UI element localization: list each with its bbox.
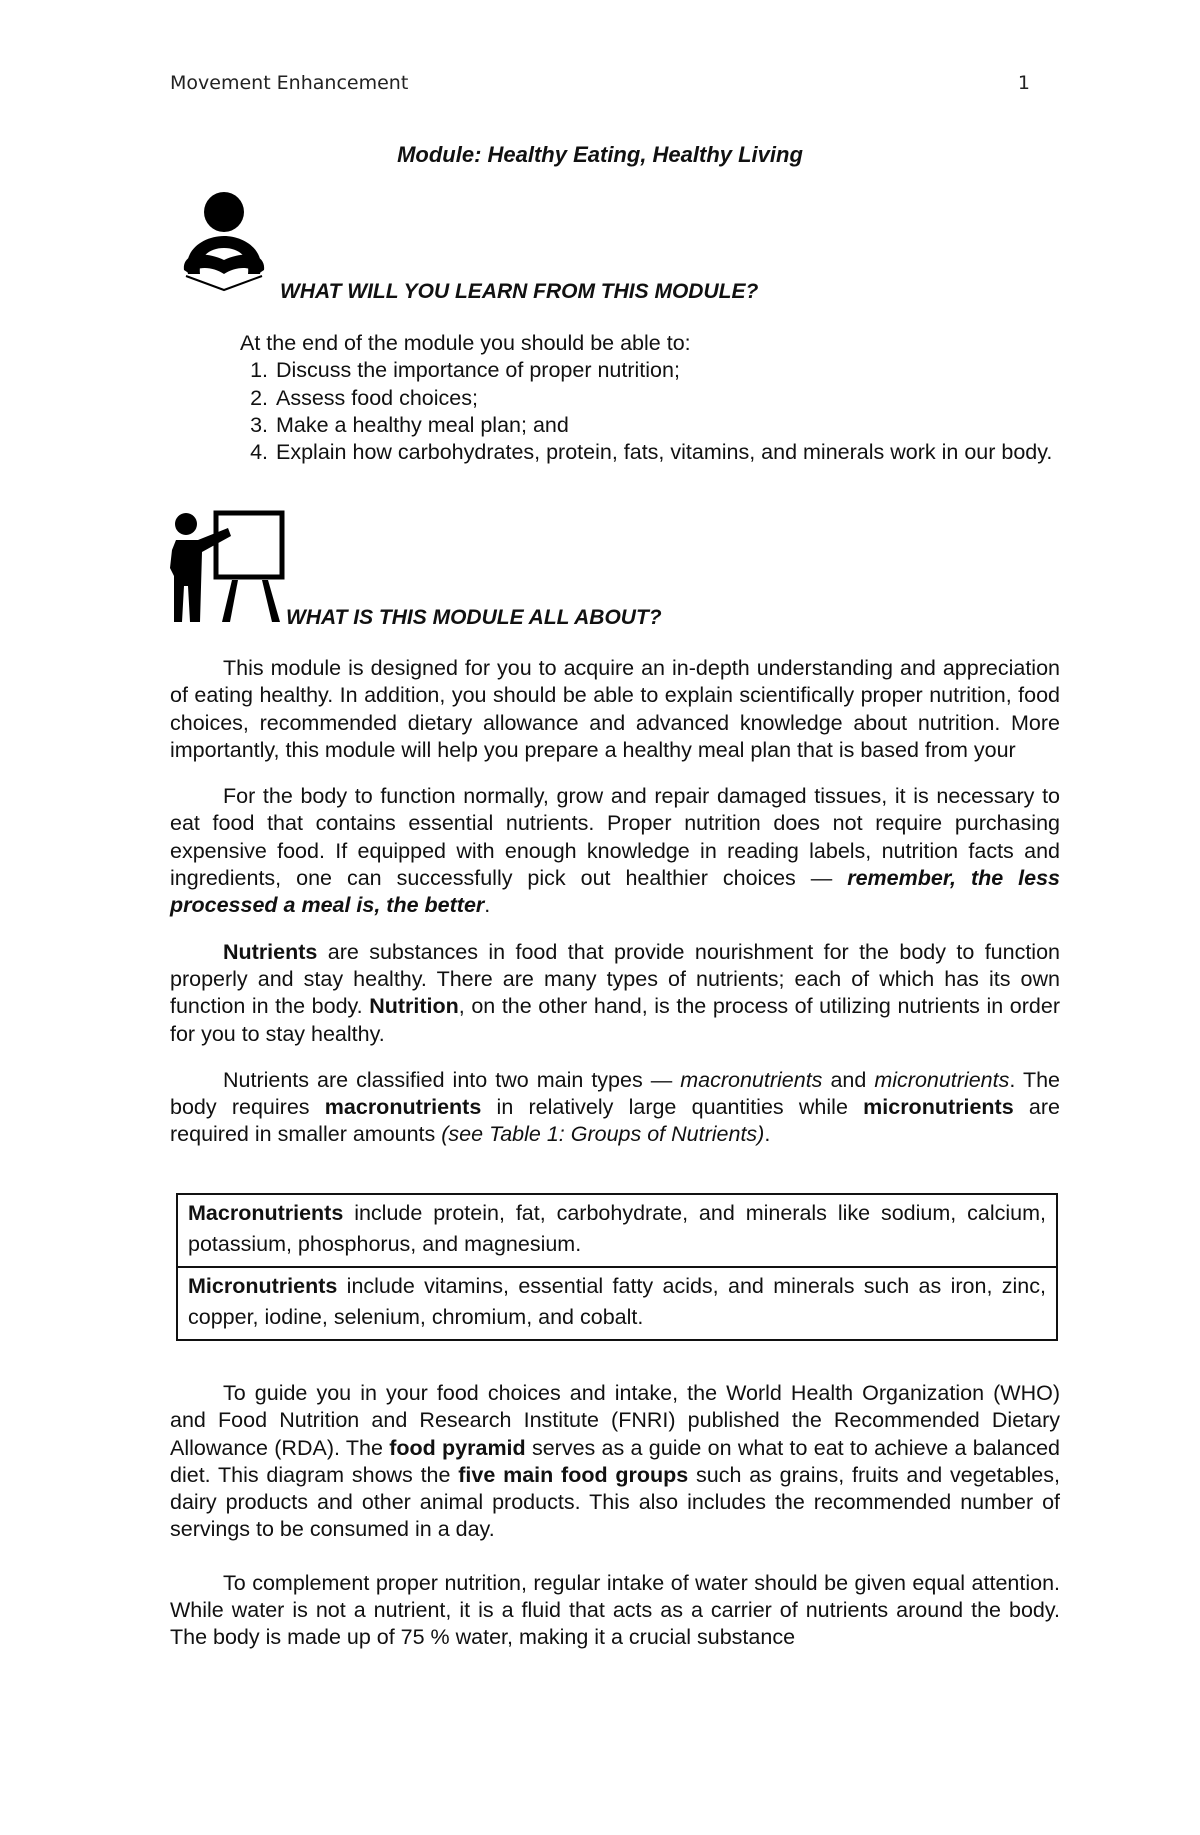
- term-nutrition: Nutrition: [369, 994, 459, 1019]
- emphasis-text: remember, the less processed a meal is, the better: [170, 866, 1060, 918]
- learning-objectives: [240, 330, 1060, 466]
- nutrient-groups-table: [176, 1193, 1058, 1341]
- closing-body: [170, 1380, 1060, 1671]
- header-title: Movement Enhancement: [170, 72, 409, 94]
- micronutrients-cell: Micronutrients include vitamins, essential fatty acids, and minerals such as iron, zinc, copper, iodine, selenium, chromium, and cobalt.: [178, 1266, 1056, 1339]
- objectives-intro: At the end of the module you should be able to:: [240, 331, 691, 355]
- module-title: Module: Healthy Eating, Healthy Living: [397, 142, 803, 167]
- about-paragraph: Nutrients are classified into two main types — macronutrients and micronutrients. The body requires macronutrients in relatively large quantities while micronutrients are required in smaller amounts (see Table 1: Groups of Nutrients).: [170, 1067, 1061, 1147]
- about-paragraph: For the body to function normally, grow and repair damaged tissues, it is necessary to eat food that contains essential nutrients. Proper nutrition does not require purchasing expensive food. If equipped with enough knowledge in reading labels, nutrition facts and ingredients, one can successfully pick out healthier choices — remember, the less processed a meal is, the better.: [170, 784, 1060, 918]
- page-header: [170, 72, 1030, 94]
- presenter-board-icon: [170, 510, 286, 626]
- objective-item: 2. Assess food choices;: [274, 385, 1060, 412]
- objective-item: 4. Explain how carbohydrates, protein, fats, vitamins, and minerals work in our body.: [274, 439, 1060, 466]
- reading-person-icon: [178, 190, 270, 302]
- objective-item: 3. Make a healthy meal plan; and: [274, 412, 1060, 439]
- about-body: [170, 655, 1060, 1168]
- macronutrients-cell: Macronutrients include protein, fat, carbohydrate, and minerals like sodium, calcium, potassium, phosphorus, and magnesium.: [188, 1201, 1046, 1256]
- about-heading: WHAT IS THIS MODULE ALL ABOUT?: [286, 606, 662, 629]
- learn-heading: WHAT WILL YOU LEARN FROM THIS MODULE?: [280, 280, 759, 303]
- term-food-pyramid: food pyramid: [389, 1435, 526, 1460]
- objectives-list: [240, 357, 1060, 466]
- water-paragraph: To complement proper nutrition, regular intake of water should be given equal attention. While water is not a nutrient, it is a fluid that acts as a carrier of nutrients around the body. The body is made up of 75 % water, making it a crucial substance: [170, 1570, 1060, 1650]
- about-paragraph: This module is designed for you to acquire an in-depth understanding and appreciation of eating healthy. In addition, you should be able to explain scientifically proper nutrition, food choices, recommended dietary allowance and advanced knowledge about nutrition. More importantly, this module will help you prepare a healthy meal plan that is based from your: [170, 656, 1060, 762]
- objective-item: 1. Discuss the importance of proper nutrition;: [274, 357, 1060, 384]
- food-pyramid-paragraph: To guide you in your food choices and intake, the World Health Organization (WHO) and Food Nutrition and Research Institute (FNRI) published the Recommended Dietary Allowance (RDA). The food pyramid serves as a guide on what to eat to achieve a balanced diet. This diagram shows the five main food groups such as grains, fruits and vegetables, dairy products and other animal products. This also includes the recommended number of servings to be consumed in a day.: [170, 1381, 1061, 1542]
- term-nutrients: Nutrients: [223, 939, 318, 964]
- page-number: 1: [1017, 72, 1030, 94]
- table-reference: (see Table 1: Groups of Nutrients): [441, 1122, 765, 1147]
- about-paragraph: Nutrients are substances in food that provide nourishment for the body to function properly and stay healthy. There are many types of nutrients; each of which has its own function in the body. Nutrition, on the other hand, is the process of utilizing nutrients in order for you to stay healthy.: [170, 939, 1060, 1046]
- term-five-food-groups: five main food groups: [458, 1462, 689, 1487]
